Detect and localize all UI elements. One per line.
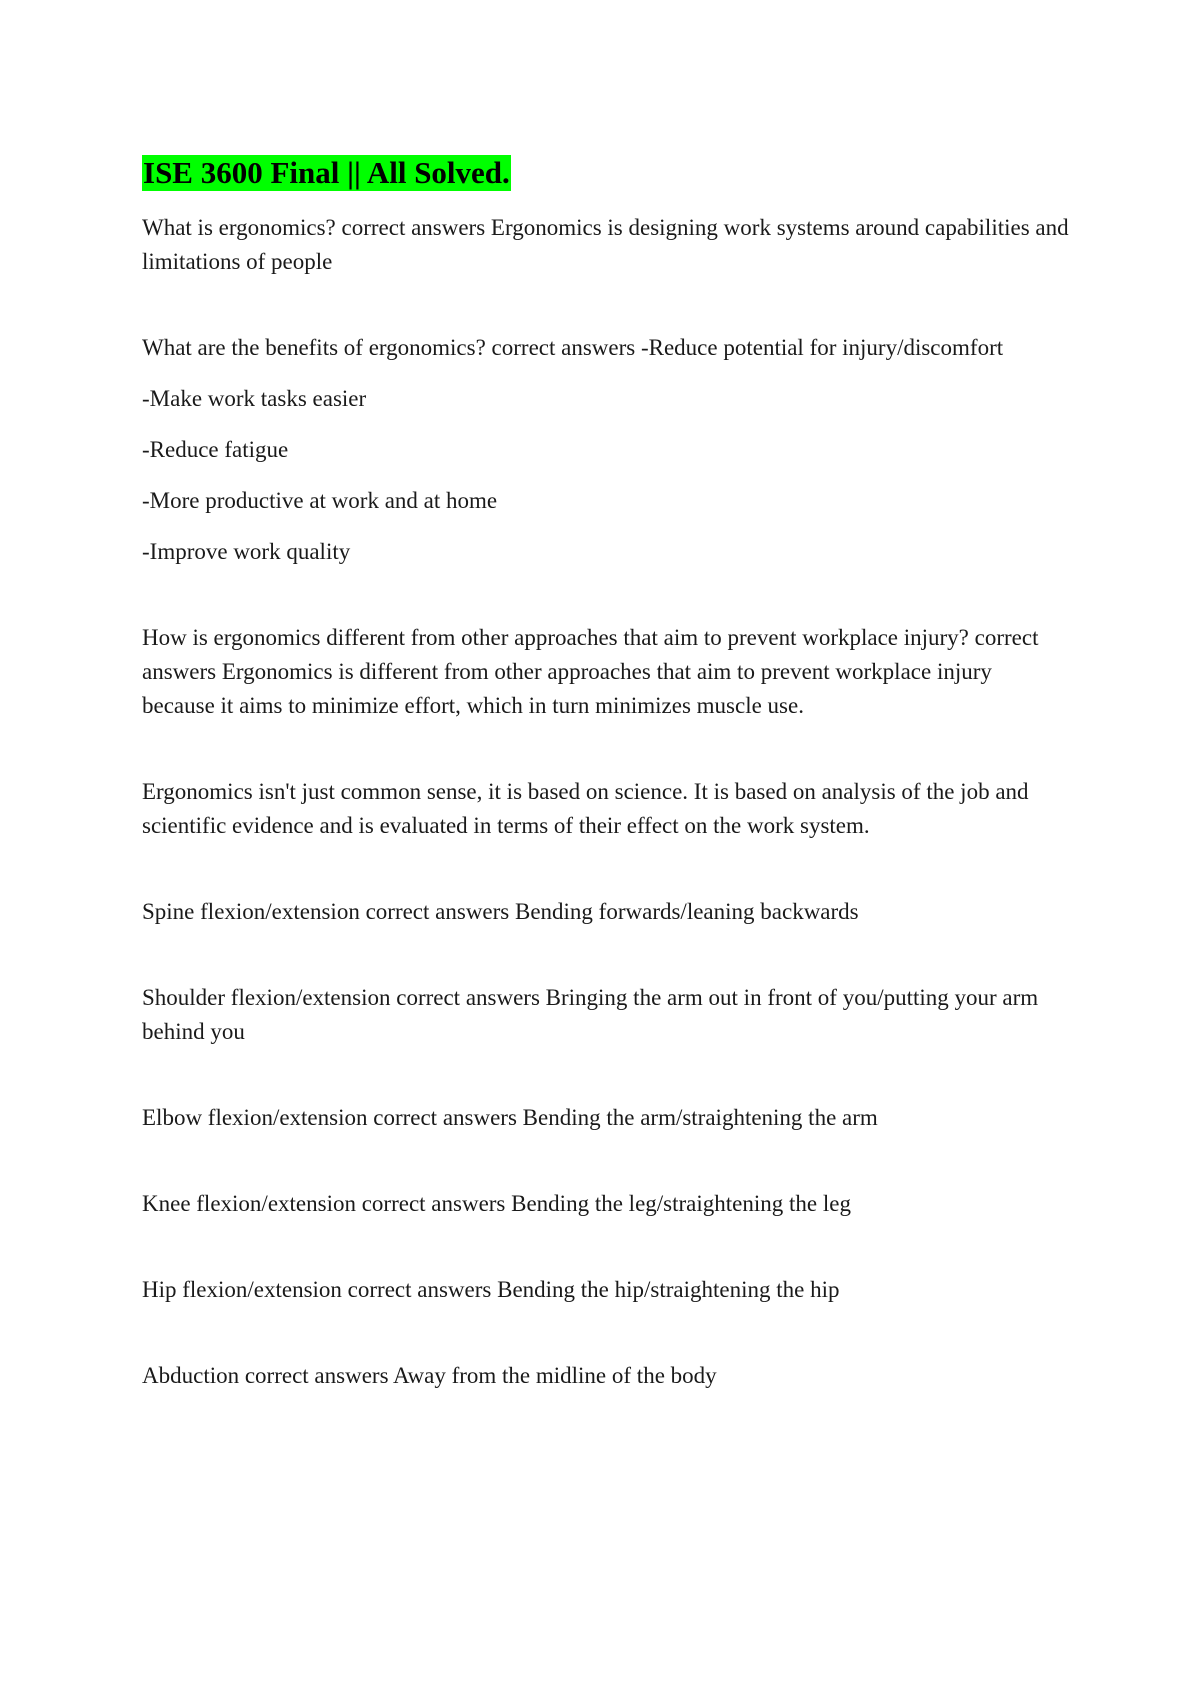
benefit-item: -Reduce fatigue (142, 436, 289, 462)
qa-based-on-science: Ergonomics isn't just common sense, it is based on science. It is based on analysis of the job and scientific evidence and is evaluated in terms of their effect on the work system. (142, 778, 1029, 838)
qa-abduction: Abduction correct answers Away from the midline of the body (142, 1362, 717, 1388)
qa-shoulder-flexion: Shoulder flexion/extension correct answers Bringing the arm out in front of you/putting your arm behind you (142, 984, 1039, 1044)
benefit-item: -More productive at work and at home (142, 487, 498, 513)
benefit-item: -Make work tasks easier (142, 385, 367, 411)
document-title: ISE 3600 Final || All Solved. (143, 155, 510, 190)
qa-benefits-intro: What are the benefits of ergonomics? correct answers -Reduce potential for injury/discomfort (142, 334, 1004, 360)
qa-what-is-ergonomics: What is ergonomics? correct answers Ergonomics is designing work systems around capabilities and limitations of people (142, 214, 1069, 274)
qa-ergonomics-difference: How is ergonomics different from other approaches that aim to prevent workplace injury? correct answers Ergonomics is different from other approaches that aim to prevent workplace injury because it aims to minimize effort, which in turn minimizes muscle use. (142, 624, 1039, 718)
qa-knee-flexion: Knee flexion/extension correct answers Bending the leg/straightening the leg (142, 1190, 851, 1216)
qa-hip-flexion: Hip flexion/extension correct answers Bending the hip/straightening the hip (142, 1276, 840, 1302)
qa-spine-flexion: Spine flexion/extension correct answers Bending forwards/leaning backwards (142, 898, 859, 924)
benefit-item: -Improve work quality (142, 538, 351, 564)
qa-elbow-flexion: Elbow flexion/extension correct answers Bending the arm/straightening the arm (142, 1104, 878, 1130)
